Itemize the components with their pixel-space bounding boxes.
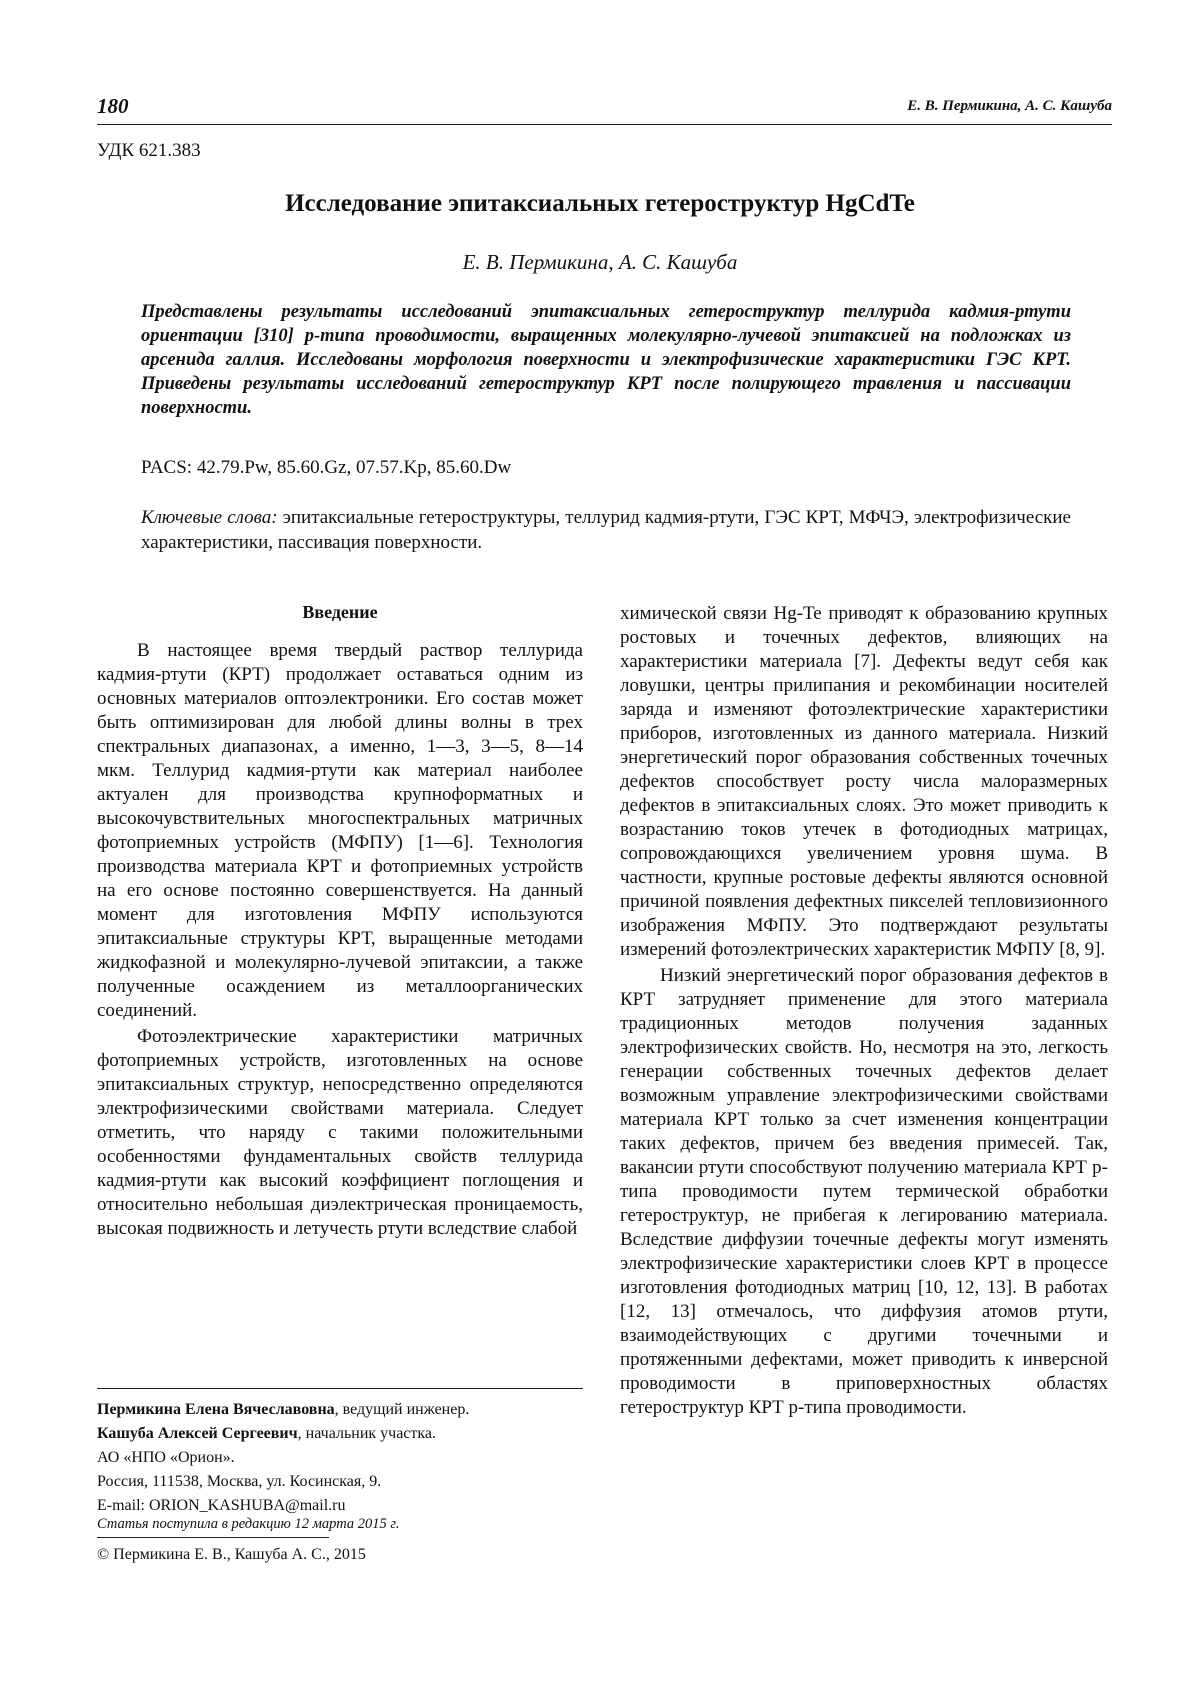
left-column <box>97 600 583 1241</box>
footnote-author-1-name: Пермикина Елена Вячеславовна <box>97 1401 335 1418</box>
pacs-codes: PACS: 42.79.Pw, 85.60.Gz, 07.57.Kp, 85.60.Dw <box>141 457 512 478</box>
intro-paragraph-2: Фотоэлектрические характеристики матричных фотоприемных устройств, изготовленных на основе эпитаксиальных структур, непосредственно определяются электрофизическими свойствами материала. Следует отметить, что наряду с такими положительными особенностями фундаментальных свойств теллурида кадмия-ртути как высокий коэффициент поглощения и относительно небольшая диэлектрическая проницаемость, высокая подвижность и летучесть ртути вследствие слабой <box>97 1026 583 1239</box>
page-header <box>97 92 1112 125</box>
keywords-label: Ключевые слова: <box>141 507 278 528</box>
article-authors: Е. В. Пермикина, А. С. Кашуба <box>462 250 738 274</box>
keywords <box>141 505 1071 555</box>
running-head: Е. В. Пермикина, А. С. Кашуба <box>907 98 1112 114</box>
footnote-author-1-role: , ведущий инженер. <box>334 1401 470 1418</box>
footnote-organization: АО «НПО «Орион». <box>97 1449 235 1466</box>
abstract: Представлены результаты исследований эпитаксиальных гетероструктур теллурида кадмия-ртути ориентации [310] p-типа проводимости, выращенных молекулярно-лучевой эпитаксией на подложках из арсенида галлия. Исследованы морфология поверхности и электрофизические характеристики ГЭС КРТ. Приведены результаты исследований гетероструктур КРТ после полирующего травления и пассивации поверхности. <box>141 302 1071 418</box>
footnote-email: E-mail: ORION_KASHUBA@mail.ru <box>97 1497 346 1514</box>
article-title: Исследование эпитаксиальных гетероструктур HgCdTe <box>285 190 915 217</box>
section-heading-intro: Введение <box>302 602 378 622</box>
intro-paragraph-3: Низкий энергетический порог образования дефектов в КРТ затрудняет применение для этого материала традиционных методов получения заданных электрофизических свойств. Но, несмотря на это, легкость генерации собственных точечных дефектов делает возможным управление электрофизическими свойствами материала КРТ только за счет изменения концентрации таких дефектов, причем без введения примесей. Так, вакансии ртути способствуют получению материала КРТ p-типа проводимости путем термической обработки гетероструктур, не прибегая к легированию материала. Вследствие диффузии точечные дефекты могут изменять электрофизические характеристики слоев КРТ в процессе изготовления фотодиодных матриц [10, 12, 13]. В работах [12, 13] отмечалось, что диффузия атомов ртути, взаимодействующих с другими точечными и протяженными дефектами, может приводить к инверсной проводимости в приповерхностных областях гетероструктур КРТ p-типа проводимости. <box>620 965 1108 1418</box>
keywords-text: эпитаксиальные гетероструктуры, теллурид кадмия-ртути, ГЭС КРТ, МФЧЭ, электрофизические характеристики, пассивация поверхности. <box>141 507 1071 553</box>
author-footnote <box>97 1398 597 1518</box>
received-divider <box>97 1537 329 1538</box>
intro-paragraph-1: В настоящее время твердый раствор теллурида кадмия-ртути (КРТ) продолжает оставаться одним из основных материалов оптоэлектроники. Его состав может быть оптимизирован для любой длины волны в трех спектральных диапазонах, а именно, 1—3, 3—5, 8—14 мкм. Теллурид кадмия-ртути как материал наиболее актуален для производства крупноформатных и высокочувствительных многоспектральных матричных фотоприемных устройств (МФПУ) [1—6]. Технология производства материала КРТ и фотоприемных устройств на его основе постоянно совершенствуется. На данный момент для изготовления МФПУ используются эпитаксиальные структуры КРТ, выращенные методами жидкофазной и молекулярно-лучевой эпитаксии, а также полученные осаждением из металлоорганических соединений. <box>97 640 583 1021</box>
footnote-address: Россия, 111538, Москва, ул. Косинская, 9. <box>97 1473 382 1490</box>
udk-code: УДК 621.383 <box>97 140 201 161</box>
copyright: © Пермикина Е. В., Кашуба А. С., 2015 <box>97 1546 366 1563</box>
footnote-author-2-role: , начальник участка. <box>297 1425 437 1442</box>
footnote-author-1 <box>97 1398 597 1422</box>
footnote-divider <box>97 1388 583 1389</box>
footnote-author-2 <box>97 1422 597 1446</box>
page-number: 180 <box>97 94 129 118</box>
received-date: Статья поступила в редакцию 12 марта 2015 г. <box>97 1516 400 1532</box>
footnote-author-2-name: Кашуба Алексей Сергеевич <box>97 1425 298 1442</box>
right-column <box>620 602 1108 1420</box>
intro-paragraph-2-continued: химической связи Hg-Te приводят к образованию крупных ростовых и точечных дефектов, влияющих на характеристики материала [7]. Дефекты ведут себя как ловушки, центры прилипания и рекомбинации носителей заряда и изменяют фотоэлектрические характеристики приборов, изготовленных из данного материала. Низкий энергетический порог образования собственных точечных дефектов способствует росту числа малоразмерных дефектов в эпитаксиальных слоях. Это может приводить к возрастанию токов утечек в фотодиодных матрицах, сопровождающихся увеличением уровня шума. В частности, крупные ростовые дефекты являются основной причиной появления дефектных пикселей тепловизионного изображения МФПУ. Это подтверждают результаты измерений фотоэлектрических характеристик МФПУ [8, 9]. <box>620 603 1108 960</box>
